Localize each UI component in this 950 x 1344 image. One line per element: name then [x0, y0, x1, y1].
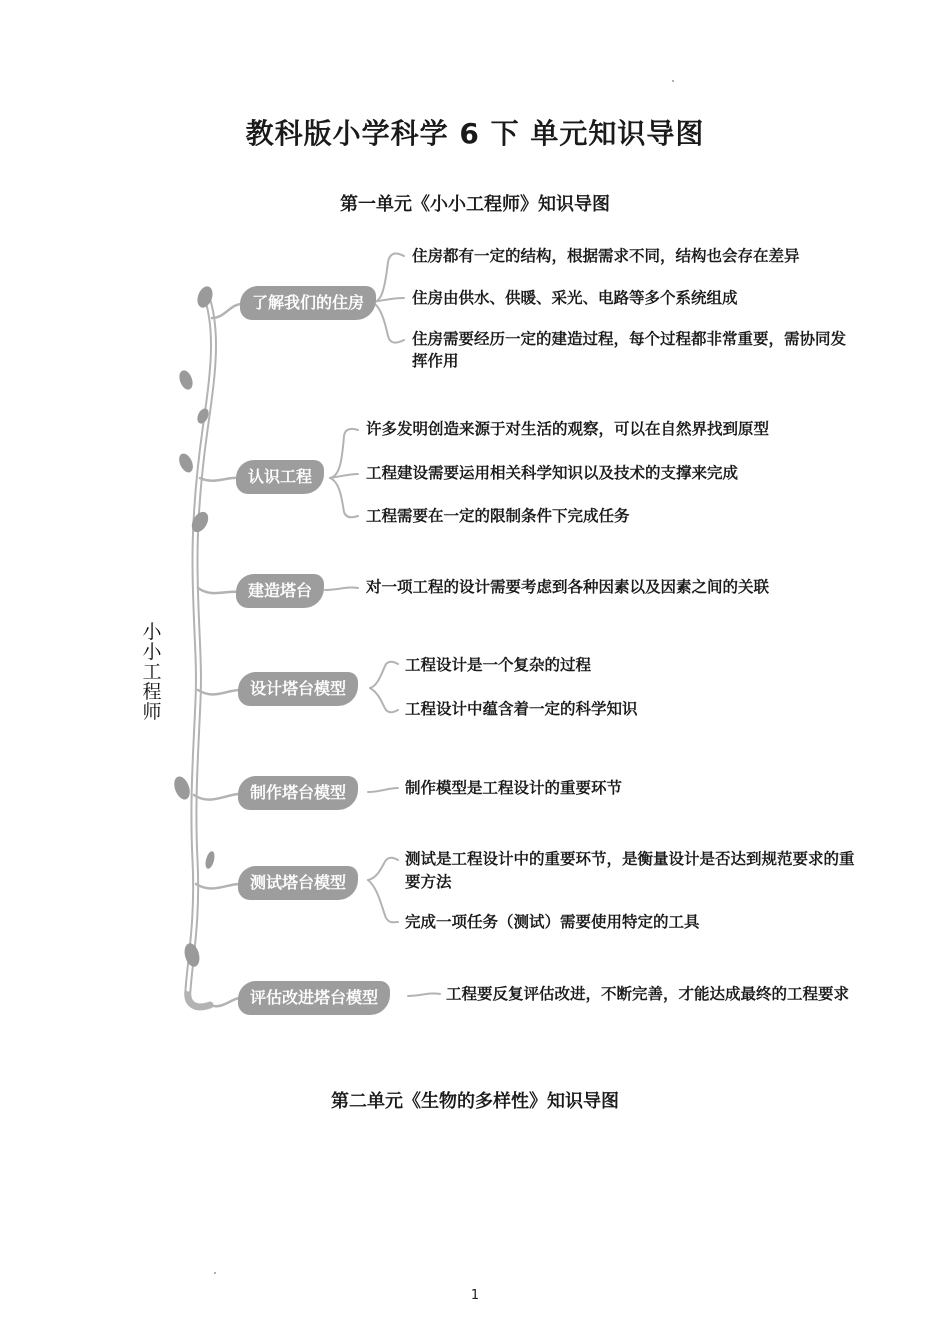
branch-node-design-model: 设计塔台模型: [238, 672, 358, 706]
scan-speck: [214, 1272, 216, 1274]
mind-map-root: 小小工程师: [142, 621, 162, 723]
branch-node-engineering: 认识工程: [236, 460, 324, 494]
page-title: 教科版小学科学 6 下 单元知识导图: [245, 117, 705, 150]
leaf-item: 工程需要在一定的限制条件下完成任务: [366, 507, 630, 525]
leaf-item: 要方法: [405, 873, 452, 891]
page-number: 1: [470, 1288, 480, 1303]
unit1-heading: 第一单元《小小工程师》知识导图: [340, 194, 610, 215]
leaf-item: 住房都有一定的结构，根据需求不同，结构也会存在差异: [412, 247, 800, 265]
leaf-item: 住房由供水、供暖、采光、电路等多个系统组成: [412, 289, 738, 307]
branch-node-build-tower: 建造塔台: [236, 574, 324, 608]
leaf-item: 对一项工程的设计需要考虑到各种因素以及因素之间的关联: [366, 578, 770, 596]
unit2-heading: 第二单元《生物的多样性》知识导图: [331, 1091, 619, 1112]
leaf-item: 挥作用: [412, 352, 459, 370]
branch-node-housing: 了解我们的住房: [240, 286, 376, 320]
leaf-item: 工程设计是一个复杂的过程: [405, 656, 592, 674]
leaf-item: 工程建设需要运用相关科学知识以及技术的支撑来完成: [366, 464, 739, 482]
branch-node-make-model: 制作塔台模型: [238, 776, 358, 810]
leaf-item: 制作模型是工程设计的重要环节: [405, 779, 623, 797]
leaf-item: 测试是工程设计中的重要环节，是衡量设计是否达到规范要求的重: [405, 850, 855, 868]
leaf-item: 许多发明创造来源于对生活的观察，可以在自然界找到原型: [366, 420, 770, 438]
branch-node-test-model: 测试塔台模型: [238, 866, 358, 900]
branch-node-evaluate-model: 评估改进塔台模型: [238, 981, 390, 1015]
leaf-item: 完成一项任务（测试）需要使用特定的工具: [405, 913, 700, 931]
leaf-item: 工程要反复评估改进，不断完善，才能达成最终的工程要求: [446, 985, 850, 1003]
leaf-item: 住房需要经历一定的建造过程，每个过程都非常重要，需协同发: [412, 330, 847, 348]
scan-speck: [672, 80, 674, 82]
leaf-item: 工程设计中蕴含着一定的科学知识: [405, 700, 638, 718]
